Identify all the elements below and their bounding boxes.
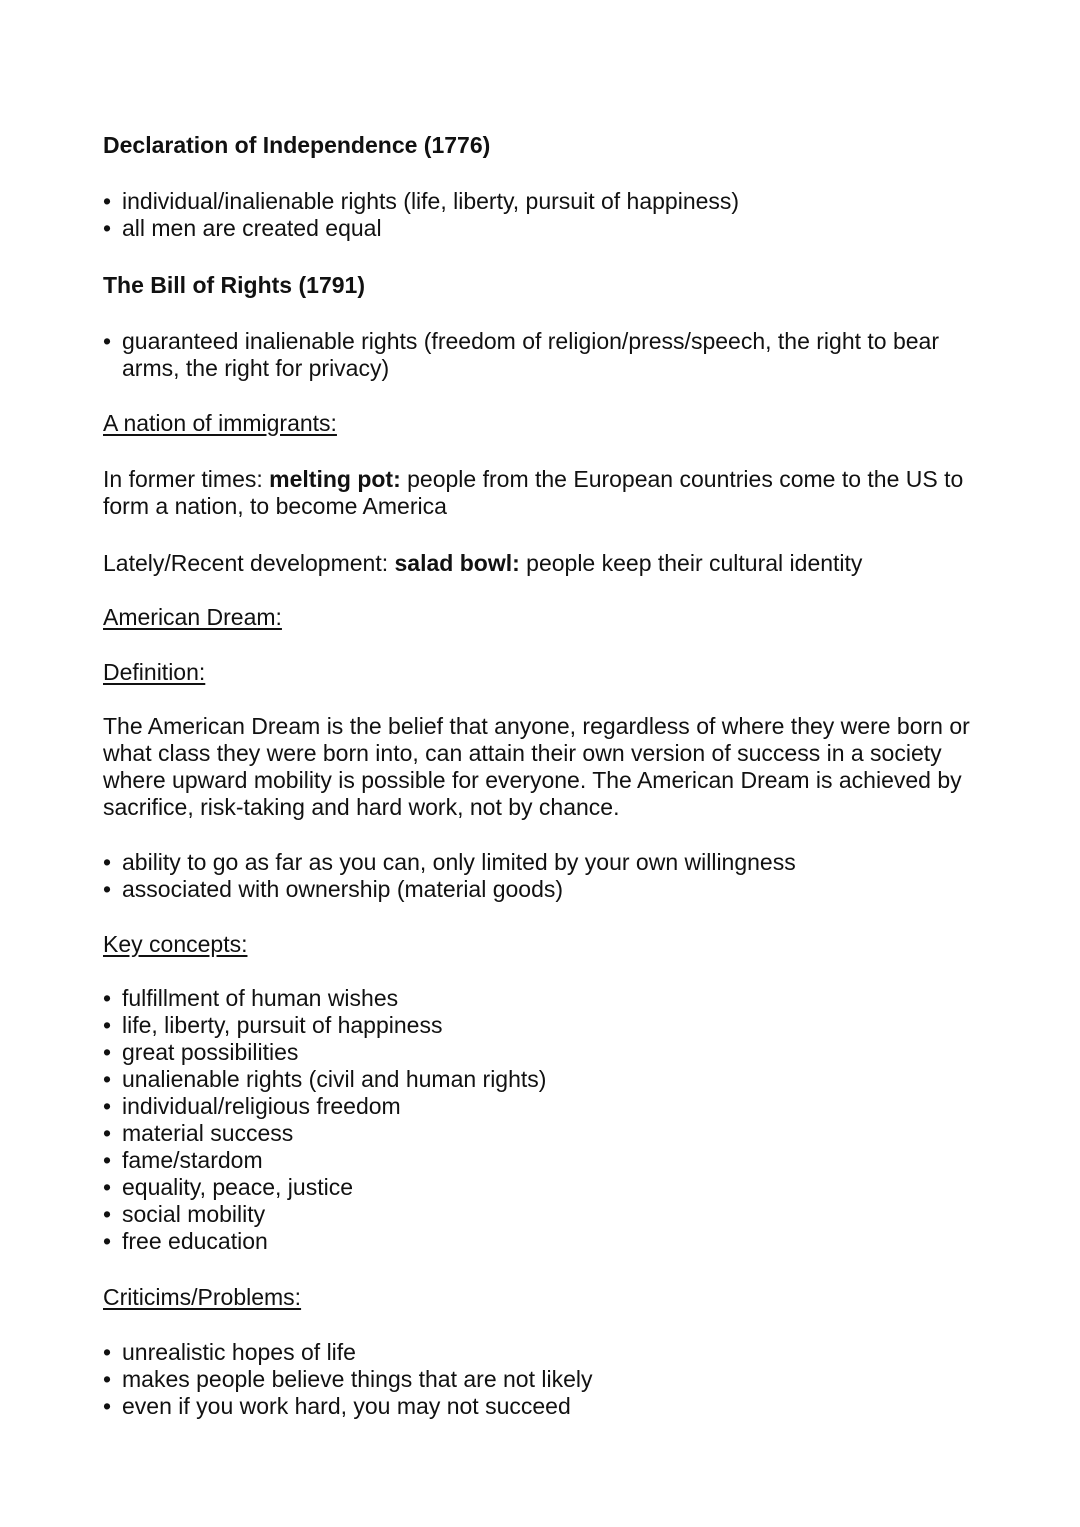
bill-of-rights-list (103, 328, 973, 382)
list-item: • ability to go as far as you can, only limited by your own willingness (103, 849, 983, 876)
definition-paragraph: The American Dream is the belief that anyone, regardless of where they were born or what class they were born into, can attain their own version of success in a society where upward mobility is possible for everyone. The American Dream is achieved by sacrifice, risk-taking and hard work, not by chance. (103, 713, 970, 820)
list-item: • social mobility (103, 1201, 983, 1228)
list-item: • free education (103, 1228, 983, 1255)
list-item: • material success (103, 1120, 983, 1147)
criticisms-heading: Criticims/Problems: (103, 1284, 302, 1310)
declaration-heading: Declaration of Independence (1776) (103, 132, 491, 158)
declaration-list (103, 188, 983, 242)
american-dream-heading: American Dream: (103, 604, 282, 630)
list-item: • all men are created equal (103, 215, 983, 242)
former-text: people from the European countries come to the US to form a nation, to become America (103, 466, 964, 519)
list-item: • equality, peace, justice (103, 1174, 983, 1201)
key-concepts-heading: Key concepts: (103, 931, 248, 957)
list-item: • associated with ownership (material goods) (103, 876, 983, 903)
list-item: • individual/religious freedom (103, 1093, 983, 1120)
dream-list (103, 849, 983, 903)
definition-heading: Definition: (103, 659, 206, 685)
melting-pot-term: melting pot: (269, 466, 401, 492)
list-item: • guaranteed inalienable rights (freedom of religion/press/speech, the right to bear arms, the right for privacy) (103, 328, 973, 382)
list-item: • even if you work hard, you may not succeed (103, 1393, 983, 1420)
bill-of-rights-heading: The Bill of Rights (1791) (103, 272, 365, 298)
list-item: • makes people believe things that are not likely (103, 1366, 983, 1393)
lately-prefix: Lately/Recent development: (103, 550, 395, 576)
salad-bowl-term: salad bowl: (394, 550, 520, 576)
nation-heading: A nation of immigrants: (103, 410, 337, 436)
lately-text: people keep their cultural identity (519, 550, 863, 576)
list-item: • fame/stardom (103, 1147, 983, 1174)
salad-bowl-paragraph (103, 550, 983, 577)
list-item: • unrealistic hopes of life (103, 1339, 983, 1366)
list-item: • great possibilities (103, 1039, 983, 1066)
criticisms-list (103, 1339, 983, 1420)
key-concepts-list (103, 985, 983, 1255)
list-item: • unalienable rights (civil and human rights) (103, 1066, 983, 1093)
list-item: • life, liberty, pursuit of happiness (103, 1012, 983, 1039)
melting-pot-paragraph (103, 466, 973, 520)
list-item: • fulfillment of human wishes (103, 985, 983, 1012)
former-prefix: In former times: (103, 466, 270, 492)
list-item: • individual/inalienable rights (life, liberty, pursuit of happiness) (103, 188, 983, 215)
